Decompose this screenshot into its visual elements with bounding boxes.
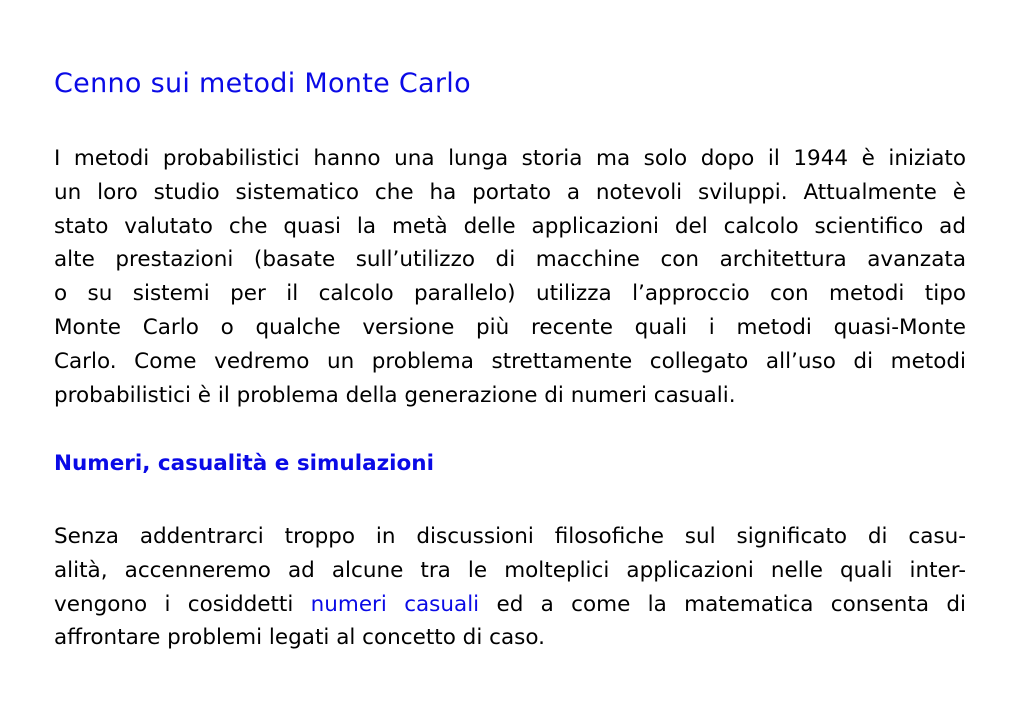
- intro-line: Carlo. Come vedremo un problema strettamente collegato all’uso di metodi: [54, 348, 966, 374]
- section-line: [54, 588, 966, 622]
- intro-line: probabilistici è il problema della generazione di numeri casuali.: [54, 382, 736, 408]
- section-line-text: ed a come la matematica consenta di: [479, 591, 966, 617]
- intro-line: Monte Carlo o qualche versione più recente quali i metodi quasi-Monte: [54, 314, 966, 340]
- intro-line: I metodi probabilistici hanno una lunga storia ma solo dopo il 1944 è iniziato: [54, 146, 966, 171]
- numeri-casuali-link[interactable]: numeri casuali: [310, 591, 480, 617]
- section-paragraph: [54, 520, 966, 655]
- section-line: alità, accenneremo ad alcune tra le molteplici applicazioni nelle quali inter-: [54, 557, 966, 583]
- section-line-text: vengono i cosiddetti: [54, 591, 311, 617]
- intro-line: o su sistemi per il calcolo parallelo) utilizza l’approccio con metodi tipo: [54, 281, 966, 307]
- section-line: affrontare problemi legati al concetto di caso.: [54, 625, 545, 651]
- intro-line: alte prestazioni (basate sull’utilizzo di macchine con architettura avanzata: [54, 247, 966, 273]
- intro-line: stato valutato che quasi la metà delle applicazioni del calcolo scientifico ad: [54, 213, 966, 239]
- intro-paragraph: [54, 142, 966, 412]
- section-line: Senza addentrarci troppo in discussioni filosofiche sul significato di casu-: [54, 524, 966, 549]
- section-heading: Numeri, casualità e simulazioni: [54, 451, 434, 476]
- page-title: Cenno sui metodi Monte Carlo: [54, 68, 471, 99]
- intro-line: un loro studio sistematico che ha portato a notevoli sviluppi. Attualmente è: [54, 179, 966, 205]
